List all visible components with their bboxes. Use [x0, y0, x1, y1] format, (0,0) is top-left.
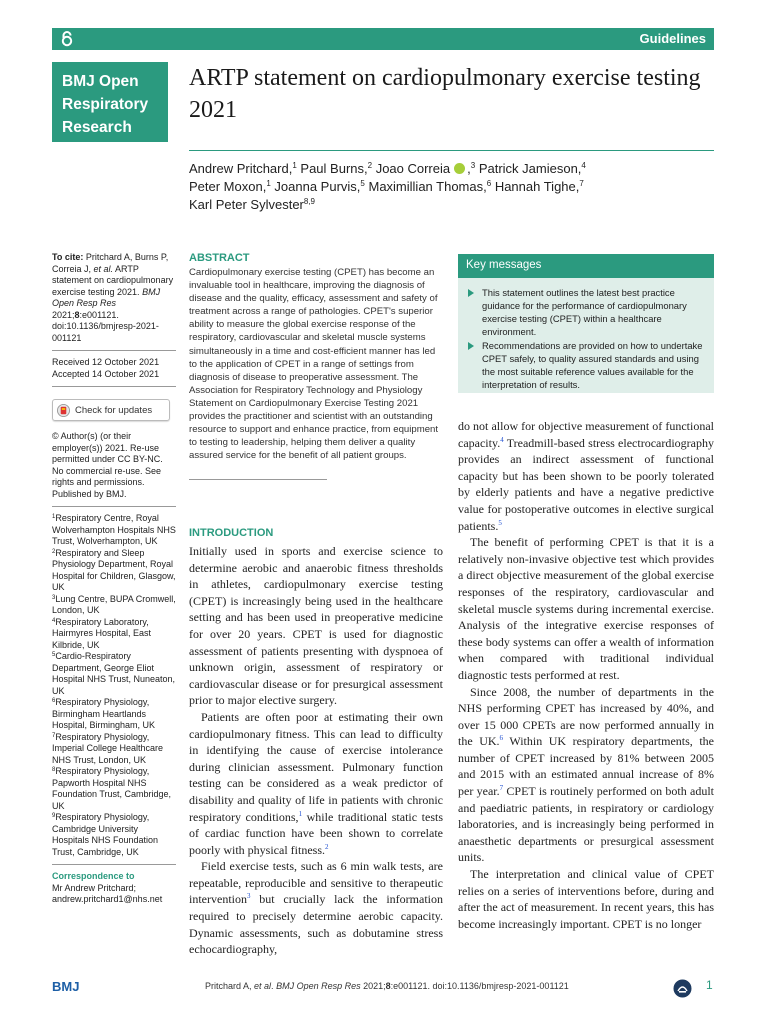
affiliation-ref: 6 [486, 179, 492, 188]
reference-link[interactable]: 6 [499, 734, 504, 743]
affiliation-item: $^7$Respiratory Physiology, Imperial College Healthcare NHS Trust, London, UK [52, 731, 164, 765]
reference-link[interactable]: 2 [324, 842, 329, 851]
cite-text: Pritchard A, Burns P, Correia J, [52, 252, 169, 274]
brand-line: Research [62, 119, 132, 136]
cite-label: To cite: [52, 252, 84, 262]
author-name[interactable]: Patrick Jamieson, [478, 161, 582, 176]
copyright-notice: © Author(s) (or their employer(s)) 2021. Re-use permitted under CC BY-NC. No commercial re-use. See rights and permissions. Published by BMJ. [52, 431, 163, 499]
author-name[interactable]: Joao Correia [375, 161, 451, 176]
affiliation-ref: 3 [470, 161, 476, 170]
affiliation-item: $^2$Respiratory and Sleep Physiology Department, Royal Hospital for Children, Glasgow, UK [52, 547, 176, 592]
affiliation-list [52, 513, 176, 858]
sidebar-divider [52, 864, 176, 865]
open-access-icon [58, 30, 76, 48]
affiliation-item: $^6$Respiratory Physiology, Birmingham Heartlands Hospital, Birmingham, UK [52, 697, 156, 730]
cite-etal: et al. [93, 263, 114, 274]
author-name[interactable]: Joanna Purvis, [274, 179, 361, 194]
affiliation-ref: 2 [367, 161, 373, 170]
page-number: 1 [706, 978, 713, 992]
check-for-updates-button[interactable] [52, 399, 170, 421]
abstract-section [189, 252, 443, 462]
correspondence-heading: Correspondence to [52, 871, 135, 881]
affiliation-item: $^9$Respiratory Physiology, Cambridge University Hospitals NHS Foundation Trust, Cambridge, UK [52, 812, 159, 857]
abstract-body: Cardiopulmonary exercise testing (CPET) has become an invaluable tool in healthcare, improving the diagnosis of disease and the quality, efficacy, assessment and safety of treatment across a range of pathologies. CPET's superior ability to measure the global exercise response of the respiratory, cardiovascular and skeletal muscle systems simultaneously in a time and cost-efficient manner has led to the application of CPET in a range of settings from diagnosis of disease to preoperative assessment. The Association for Respiratory Technology and Physiology Statement on Cardiopulmonary Exercise Testing 2021 provides the practitioner and scientist with an outstanding resource to support and enhance practice, from equipment to testing to leadership, helping them deliver a quality assured service for the benefit of all patient groups. [189, 267, 439, 462]
key-message-item: This statement outlines the latest best practice guidance for the performance of cardiopulmonary exercise testing (CPET) within a healthcare environment. [468, 286, 706, 338]
cite-text: ARTP statement on cardiopulmonary exercise testing 2021. [52, 263, 174, 297]
bullet-arrow-icon [468, 342, 474, 350]
author-name[interactable]: Hannah Tighe, [494, 179, 580, 194]
sidebar-divider [52, 506, 176, 507]
author-name[interactable]: Paul Burns, [300, 161, 368, 176]
cite-text: 2021; [52, 309, 75, 320]
sidebar-divider [52, 386, 176, 387]
journal-brand[interactable] [52, 62, 168, 142]
author-name[interactable]: Karl Peter Sylvester [189, 197, 304, 212]
paragraph: Initially used in sports and exercise science to determine aerobic and anaerobic fitness thresholds in athletes, cardiopulmonary exercise testing (CPET) is increasingly being used in the healthcare setting and has been used in preoperative medicine for over 20 years. CPET is used for diagnostic assessment of patients presenting with dyspnoea of unknown origin, assessment of respiratory or cardiovascular disease or for presurgical assessment prior to major elective surgery. [189, 544, 443, 708]
body-column-right [458, 418, 714, 932]
crossmark-icon [57, 404, 70, 417]
affiliation-item: $^1$Respiratory Centre, Royal Wolverhampton Hospitals NHS Trust, Wolverhampton, UK [52, 513, 176, 546]
paragraph: Patients are often poor at estimating their own cardiopulmonary fitness. This can lead to difficulty in identifying the cause of exercise intolerance during clinician assessment. Pulmonary function testing can be considered as a weak predictor of disability and quality of life in patients with chronic respiratory conditions,$^1$ while traditional static tests of cardiac function have been shown to correlate poorly with physical fitness.$^2$ [189, 709, 443, 857]
key-messages-heading: Key messages [458, 254, 714, 278]
affiliation-item: $^8$Respiratory Physiology, Papworth Hospital NHS Foundation Trust, Cambridge, UK [52, 766, 172, 811]
affiliation-item: $^4$Respiratory Laboratory, Hairmyres Hospital, East Kilbride, UK [52, 616, 152, 650]
publisher-seal-icon [673, 979, 692, 998]
cite-volume: 8 [74, 309, 80, 320]
correspondence-name: Mr Andrew Pritchard; [52, 882, 137, 893]
paragraph: Since 2008, the number of departments in the NHS performing CPET has increased by 40%, and over 15 000 CPETs are now performed annually in the UK.$^6$ Within UK respiratory departments, the number of CPET increased by 81% between 2005 and 2015 with an estimated annual increase of 8% per year.$^7$ CPET is routinely performed on both adult and paediatric patients, in respiratory or cardiology laboratories, and is increasingly being performed in anaesthetic departments or presurgical assessment units. [458, 684, 715, 865]
article-title: ARTP statement on cardiopulmonary exercise testing 2021 [189, 65, 701, 123]
introduction-heading: INTRODUCTION [189, 527, 274, 539]
correspondence-email[interactable]: andrew.pritchard1@nhs.net [52, 894, 163, 904]
affiliation-ref: 1 [266, 179, 271, 188]
paragraph: The interpretation and clinical value of CPET relies on a series of interventions before, during and after the act of measurement. In recent years, this has become increasingly important. CPET is no longer [458, 867, 714, 931]
key-messages-list [458, 278, 714, 391]
paragraph: do not allow for objective measurement of functional capacity.$^4$ Treadmill-based stress electrocardiography provides an indirect assessment of functional capacity but has been shown to be poorly tolerated by elderly patients and have a negative predictive value for postoperative outcomes in elective surgical patients.$^5$ [458, 419, 714, 533]
affiliation-item: $^3$Lung Centre, BUPA Cromwell, London, UK [52, 593, 176, 615]
sidebar-divider [52, 350, 176, 351]
abstract-divider [189, 479, 327, 480]
accepted-date: Accepted 14 October 2021 [52, 368, 160, 379]
author-list: Andrew Pritchard,$^1$ Paul Burns,$^2$ Joao Correia ,$^3$ Patrick Jamieson,$^4$ Peter Moxon,$^1$ Joanna Purvis,$^5$ Maximillian Thomas,$^6$ Hannah Tighe,$^7$ Karl Peter Sylvester$^{8,9}$ [189, 161, 586, 212]
reference-link[interactable]: 1 [298, 809, 303, 818]
section-banner [52, 28, 714, 50]
reference-link[interactable]: 3 [246, 892, 251, 901]
orcid-icon[interactable] [454, 163, 465, 174]
affiliation-ref: 4 [581, 161, 586, 170]
key-message-item: Recommendations are provided on how to undertake CPET safely, to quality assured standards and using the most suitable reference values available for the interpretation of results. [468, 339, 706, 391]
citation-info [52, 252, 176, 344]
bullet-arrow-icon [468, 289, 474, 297]
author-name[interactable]: Maximillian Thomas, [368, 179, 487, 194]
check-updates-label: Check for updates [75, 404, 153, 416]
article-type-label: Guidelines [639, 31, 706, 46]
affiliation-ref: 7 [579, 179, 584, 188]
cite-doi[interactable]: :e001121. doi:10.1136/bmjresp-2021-001121 [52, 309, 159, 343]
article-sidebar [52, 252, 176, 906]
received-date: Received 12 October 2021 [52, 357, 160, 367]
reference-link[interactable]: 5 [498, 518, 502, 527]
body-column-left [189, 543, 443, 958]
abstract-heading: ABSTRACT [189, 252, 250, 264]
key-messages-box [458, 254, 714, 393]
reference-link[interactable]: 7 [499, 784, 504, 793]
affiliation-item: $^5$Cardio-Respiratory Department, George Eliot Hospital NHS Trust, Nuneaton, UK [52, 651, 176, 696]
author-name[interactable]: Andrew Pritchard, [189, 161, 293, 176]
footer-citation: Pritchard A, et al. BMJ Open Resp Res 2021;8:e001121. doi:10.1136/bmjresp-2021-001121 [205, 981, 569, 991]
affiliation-ref: 1 [292, 161, 297, 170]
title-divider [189, 150, 714, 151]
paragraph: The benefit of performing CPET is that it is a relatively non-invasive objective test which provides a direct objective measurement of the global exercise responses of the respiratory, cardiovascular and skeletal muscle systems during incremental exercise. Analysis of the integrative exercise responses of these body systems can offer a wealth of information when compared with traditional individual diagnostic tests performed at rest. [458, 535, 714, 682]
bmj-logo[interactable]: BMJ [52, 979, 80, 994]
paragraph: Field exercise tests, such as 6 min walk tests, are repeatable, reproducible and sensitive to therapeutic intervention$^3$ but crucially lack the information required to precisely determine aerobic capacity. Dynamic assessments, such as dobutamine stress echocardiography, [189, 859, 443, 957]
author-name[interactable]: Peter Moxon, [189, 179, 267, 194]
affiliation-ref: 5 [360, 179, 365, 188]
brand-line: Respiratory [62, 96, 149, 113]
cite-journal: BMJ Open Resp Res [52, 286, 161, 308]
affiliation-ref: 8,9 [303, 197, 315, 206]
reference-link[interactable]: 4 [500, 435, 504, 444]
brand-line: BMJ Open [62, 73, 139, 90]
